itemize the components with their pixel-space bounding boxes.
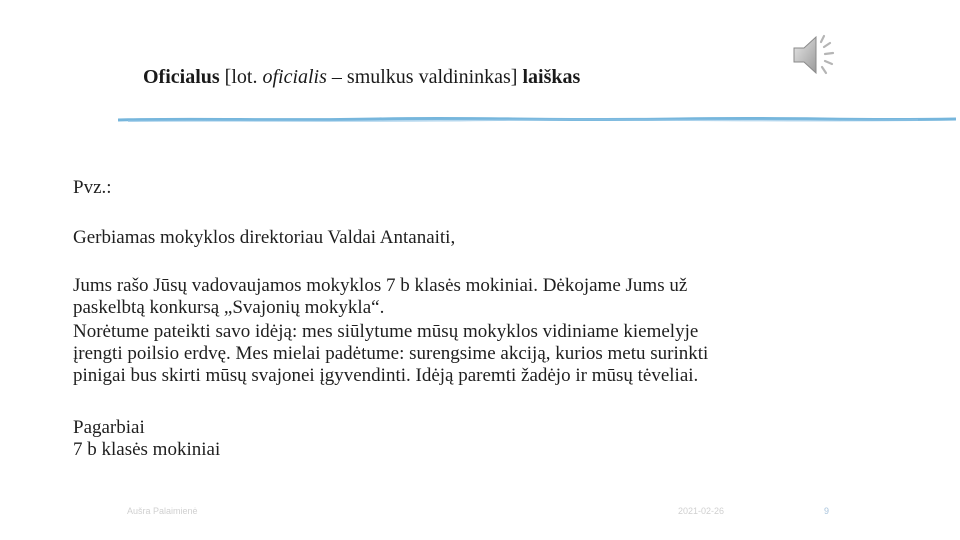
paragraph-line: Jums rašo Jūsų vadovaujamos mokyklos 7 b klasės mokiniai. Dėkojame Jums už — [73, 275, 688, 296]
letter-paragraph-1 — [73, 275, 853, 319]
closing-line: Pagarbiai — [73, 417, 145, 438]
letter-greeting: Gerbiamas mokyklos direktoriau Valdai Antanaiti, — [73, 227, 456, 248]
footer-date: 2021-02-26 — [678, 506, 725, 516]
paragraph-line: pinigai bus skirti mūsų svajonei įgyvendinti. Idėją paremti žadėjo ir mūsų tėveliai. — [73, 365, 699, 386]
slide-title — [143, 66, 580, 89]
title-bold-end: laiškas — [522, 66, 581, 88]
signature-line: 7 b klasės mokiniai — [73, 439, 221, 460]
footer-author: Aušra Palaimienė — [127, 506, 198, 516]
paragraph-line: Norėtume pateikti savo idėją: mes siūlytume mūsų mokyklos vidiniame kiemelyje — [73, 321, 699, 342]
title-italic-word: oficialis — [262, 66, 327, 88]
paragraph-line: įrengti poilsio erdvę. Mes mielai padėtume: surengsime akciją, kurios metu surinkti — [73, 343, 709, 364]
title-bold-word: Oficialus — [143, 66, 220, 88]
speaker-icon[interactable] — [790, 30, 842, 80]
title-part1: [lot. — [219, 66, 263, 88]
letter-paragraph-2 — [73, 321, 853, 387]
title-divider — [118, 115, 956, 125]
paragraph-line: paskelbtą konkursą „Svajonių mokykla“. — [73, 297, 385, 318]
letter-closing — [73, 417, 853, 461]
example-label: Pvz.: — [73, 177, 112, 198]
title-part2: – smulkus valdininkas] — [326, 66, 523, 88]
footer-page-number: 9 — [824, 506, 830, 516]
